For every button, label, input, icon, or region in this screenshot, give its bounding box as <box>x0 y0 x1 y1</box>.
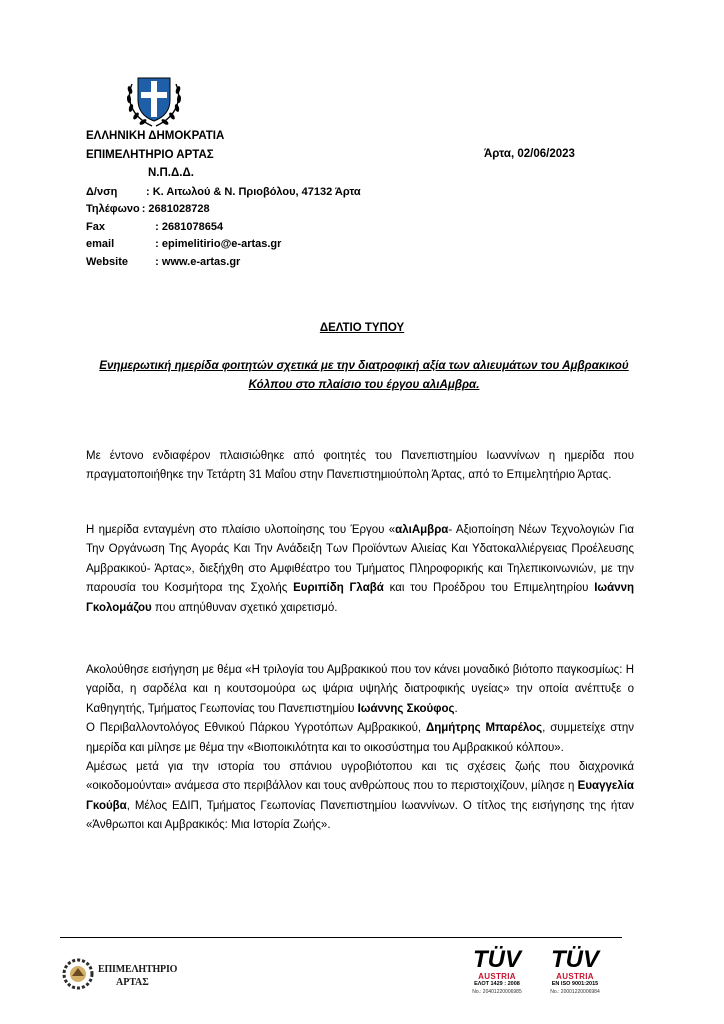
body-paragraph-1 <box>86 447 634 486</box>
contact-value: : Κ. Αιτωλού & Ν. Πριοβόλου, 47132 Άρτα <box>146 186 361 198</box>
tuv-certification-badge <box>462 946 532 1006</box>
chamber-logo-icon <box>56 950 100 998</box>
org-legal-form: Ν.Π.Δ.Δ. <box>148 167 194 179</box>
paragraph-text: Με έντονο ενδιαφέρον πλαισιώθηκε από φοιτητές του Πανεπιστημίου Ιωαννίνων η ημερίδα που πραγματοποιήθηκε την Τετάρτη 31 Μαΐου στην Πανεπιστημιούπολη Άρτας, από το Επιμελητήριο Άρτας. <box>86 450 634 482</box>
paragraph-text <box>86 521 634 618</box>
text-run: Η ημερίδα ενταγμένη στο πλαίσιο υλοποίησης του Έργου « <box>86 524 396 536</box>
text-run: Αμέσως μετά για την ιστορία του σπάνιου υγροβιότοπου και τις σχέσεις ζωής που διαχρονικά «οικοδομούνται» ανάμεσα στο περιβάλλον και τους ανθρώπους που το περιστοιχίζουν, μίλησε η <box>86 761 634 793</box>
contact-label: Website <box>86 255 128 268</box>
tuv-logo-icon <box>464 946 530 972</box>
contact-value: : 2681078654 <box>146 220 224 233</box>
contact-label: Fax <box>86 220 105 233</box>
tuv-standard: EN ISO 9001:2015 <box>551 981 599 987</box>
tuv-country: AUSTRIA <box>478 972 516 981</box>
contact-label: Τηλέφωνο <box>86 203 140 216</box>
contact-value[interactable]: : www.e-artas.gr <box>146 255 241 268</box>
text-run: και του Προέδρου του Επιμελητηρίου <box>383 582 595 595</box>
logo-text: ΑΡΤΑΣ <box>116 977 149 988</box>
logo-text: ΕΠΙΜΕΛΗΤΗΡΙΟ <box>98 964 178 975</box>
press-release-subtitle: Ενημερωτική ημερίδα φοιτητών σχετικά με την διατροφική αξία των αλιευμάτων του Αμβρακικού Κόλπου στο πλαίσιο του έργου αλιΑμβρα. <box>99 359 629 391</box>
person-name: Δημήτρης Μπαρέλος <box>425 722 543 735</box>
contact-address <box>86 184 361 201</box>
text-run: . <box>454 702 458 715</box>
tuv-country: AUSTRIA <box>556 972 594 981</box>
tuv-brand: TÜV <box>551 946 599 972</box>
contact-phone <box>86 201 361 218</box>
tuv-standard: ΕΛΟΤ 1429 : 2008 <box>474 981 520 987</box>
text-run: - Αξιοποίηση Νέων Τεχνολογιών Για Την Οργάνωση Της Αγοράς Και Την Ανάδειξη Των Προϊόντων Αλιείας Και Υδατοκαλλιέργειας Προέλευσης Αμβρακικού- Άρτας», διεξήχθη στο Αμφιθέατρο του Τμήματος Πληροφορικής και Τηλεπικοινωνιών, με την παρουσία του Κοσμήτορα της Σχολής <box>86 524 634 595</box>
contact-label: email <box>86 238 115 251</box>
text-run: , συμμετείχε στην ημερίδα και μίλησε με θέμα την «Βιοποικιλότητα και το οικοσύστημα του Αμβρακικού κόλπου». <box>86 722 634 754</box>
tuv-logo-icon <box>542 946 608 972</box>
org-name-line1: ΕΛΛΗΝΙΚΗ ΔΗΜΟΚΡΑΤΙΑ <box>86 130 225 142</box>
person-name: Ιωάννη Γκολομάζου <box>86 582 635 614</box>
text-run: που απηύθυναν σχετικό χαιρετισμό. <box>151 601 338 614</box>
tuv-number: No.: 20401220006985 <box>472 989 522 995</box>
contact-value[interactable]: : epimelitirio@e-artas.gr <box>146 238 282 251</box>
tuv-certification-badge <box>540 946 610 1006</box>
text-run: Ακολούθησε εισήγηση με θέμα «Η τριλογία του Αμβρακικού που τον κάνει μοναδικό βιότοπο παγκοσμίως: Η γαρίδα, η σαρδέλα και η κουτσομούρα ως ψάρια υψηλής διατροφικής υγείας» την οποία ανέπτυξε ο Καθηγητής, Τμήματος Γεωπονίας του Πανεπιστημίου <box>86 664 634 715</box>
document-date: Άρτα, 02/06/2023 <box>484 148 575 160</box>
contact-fax <box>86 219 361 236</box>
body-paragraph-2 <box>86 521 634 618</box>
person-name: Ευαγγελία Γκούβα <box>86 780 634 812</box>
text-run: , Μέλος ΕΔΙΠ, Τμήματος Γεωπονίας Πανεπιστημίου Ιωαννίνων. Ο τίτλος της εισήγησης της ήταν «Άνθρωποι και Αμβρακικός: Μια Ιστορία Ζωής». <box>86 799 634 832</box>
chamber-logo <box>56 950 178 998</box>
text-run: Ο Περιβαλλοντολόγος Εθνικού Πάρκου Υγροτόπων Αμβρακικού, <box>86 722 426 735</box>
person-name: Ιωάννης Σκούφος <box>357 702 455 715</box>
person-name: Ευριπίδη Γλαβά <box>293 582 384 595</box>
paragraph-text <box>86 758 634 836</box>
tuv-number: No.: 20001220006984 <box>550 989 600 995</box>
paragraph-text <box>86 661 634 719</box>
footer-divider <box>60 937 622 938</box>
project-name: αλιΑμβρα <box>395 524 449 536</box>
contact-label: Δ/νση <box>86 186 118 198</box>
greek-coat-of-arms-icon <box>124 70 184 128</box>
document-type-title: ΔΕΛΤΙΟ ΤΥΠΟΥ <box>319 322 405 334</box>
contact-email <box>86 236 361 253</box>
org-name-line2: ΕΠΙΜΕΛΗΤΗΡΙΟ ΑΡΤΑΣ <box>86 149 214 161</box>
body-paragraph-3 <box>86 661 634 836</box>
paragraph-text <box>86 719 634 758</box>
tuv-brand: TÜV <box>473 946 521 972</box>
contact-value: : 2681028728 <box>141 203 210 216</box>
contact-block <box>86 184 361 271</box>
contact-website <box>86 254 361 271</box>
